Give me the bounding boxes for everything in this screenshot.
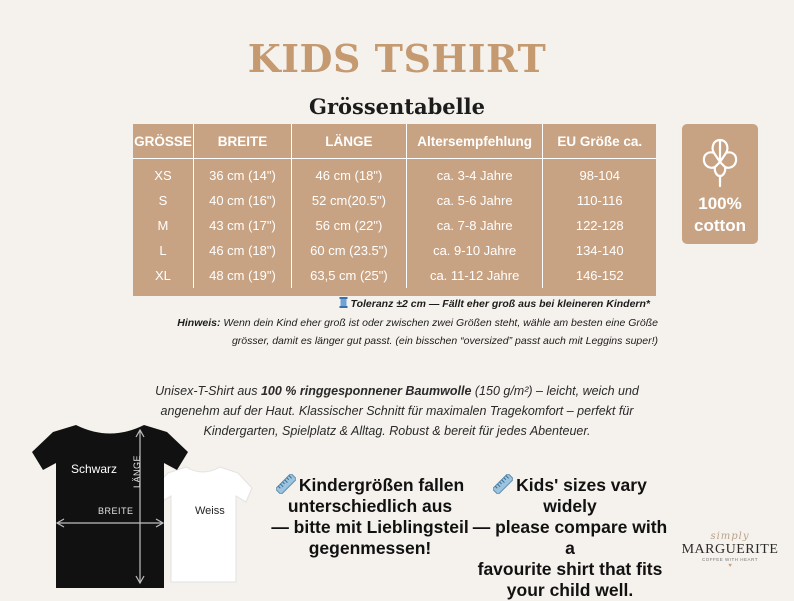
table-cell: 40 cm (16") bbox=[193, 188, 291, 213]
description-bold: 100 % ringgesponnener Baumwolle bbox=[260, 384, 472, 398]
table-cell: XS bbox=[133, 159, 193, 189]
tshirt-illustration bbox=[28, 420, 258, 600]
note-de-line: gegenmessen! bbox=[308, 538, 432, 558]
table-row bbox=[133, 238, 656, 263]
note-en-line: — please compare with a bbox=[472, 517, 668, 558]
table-cell: 52 cm(20.5") bbox=[292, 188, 407, 213]
heart-icon: ♥ bbox=[728, 563, 732, 569]
table-cell: 146-152 bbox=[575, 268, 624, 283]
table-row bbox=[133, 159, 656, 189]
table-header-row bbox=[133, 124, 656, 159]
table-cell: ca. 7-8 Jahre bbox=[406, 213, 543, 238]
table-cell: L bbox=[133, 238, 193, 263]
description-pre: Unisex-T-Shirt aus bbox=[155, 384, 261, 398]
column-header-width: BREITE bbox=[193, 124, 291, 159]
table-cell: 110-116 bbox=[576, 193, 623, 208]
note-german bbox=[265, 474, 475, 559]
note-english bbox=[470, 474, 670, 601]
table-cell: 122-128 bbox=[575, 218, 624, 233]
brand-logo bbox=[675, 532, 785, 570]
logo-tagline: COFFEE WITH HEART bbox=[702, 557, 758, 562]
table-cell: 46 cm (18") bbox=[193, 238, 291, 263]
ruler-icon bbox=[493, 474, 513, 494]
table-cell: 63,5 cm (25") bbox=[292, 263, 407, 288]
black-shirt-label: Schwarz bbox=[71, 462, 118, 476]
table-cell: ca. 9-10 Jahre bbox=[406, 238, 543, 263]
table-row bbox=[133, 213, 656, 238]
table-cell: 43 cm (17") bbox=[193, 213, 291, 238]
table-cell: 56 cm (22") bbox=[292, 213, 407, 238]
description-post: (150 g/m²) – leicht, weich und angenehm auf der Haut. Klassischer Schnitt für maximalen Tragekomfort – perfekt für Kindergarten, Spielplatz & Alltag. Robust & bereit für jedes Abenteuer. bbox=[160, 384, 639, 438]
note-en-line: Kids' sizes vary widely bbox=[470, 474, 670, 517]
tolerance-note bbox=[339, 297, 650, 310]
note-en-line: favourite shirt that fits bbox=[477, 559, 663, 579]
white-shirt-label: Weiss bbox=[195, 505, 225, 517]
note-de-line: unterschiedlich aus bbox=[287, 496, 453, 516]
table-cell: 46 cm (18") bbox=[292, 159, 407, 189]
column-header-size: GRÖSSE bbox=[133, 124, 193, 159]
note-en-line: your child well. bbox=[506, 580, 634, 600]
column-header-eu-size: EU Größe ca. bbox=[543, 124, 656, 159]
note-de-line: — bitte mit Lieblingsteil bbox=[271, 517, 469, 537]
cotton-flower-icon bbox=[699, 132, 741, 195]
logo-script: simply bbox=[710, 531, 750, 542]
hint-note bbox=[172, 314, 658, 350]
size-chart-heading: Grössentabelle bbox=[309, 94, 485, 119]
cotton-badge bbox=[682, 124, 758, 244]
table-row bbox=[133, 263, 656, 288]
badge-line-1: 100% bbox=[698, 194, 742, 213]
logo-name: MARGUERITE bbox=[681, 542, 779, 557]
table-cell: 60 cm (23.5") bbox=[292, 238, 407, 263]
table-cell: ca. 5-6 Jahre bbox=[406, 188, 543, 213]
table-cell: M bbox=[133, 213, 193, 238]
note-de-line: Kindergrößen fallen bbox=[265, 474, 475, 496]
length-label: LÄNGE bbox=[132, 454, 142, 488]
tolerance-text: Toleranz ±2 cm — Fällt eher groß aus bei kleineren Kindern* bbox=[350, 298, 650, 310]
table-cell: S bbox=[133, 188, 193, 213]
table-cell: ca. 3-4 Jahre bbox=[406, 159, 543, 189]
hint-text: Wenn dein Kind eher groß ist oder zwischen zwei Größen steht, wähle am besten eine Größe grösser, damit es länger gut passt. (ein bisschen “oversized” passt auch mit Leggins super!) bbox=[223, 317, 658, 347]
table-cell: 134-140 bbox=[575, 243, 624, 258]
table-cell: 98-104 bbox=[579, 168, 620, 183]
size-table bbox=[133, 124, 656, 296]
table-cell: 48 cm (19") bbox=[193, 263, 291, 288]
column-header-age: Altersempfehlung bbox=[406, 124, 543, 159]
table-cell: ca. 11-12 Jahre bbox=[406, 263, 543, 288]
table-row bbox=[133, 188, 656, 213]
table-cell: 36 cm (14") bbox=[193, 159, 291, 189]
width-label: BREITE bbox=[98, 506, 134, 516]
column-header-length: LÄNGE bbox=[292, 124, 407, 159]
badge-line-2: cotton bbox=[694, 216, 746, 235]
hint-label: Hinweis: bbox=[177, 317, 221, 329]
table-cell: XL bbox=[133, 263, 193, 288]
page-title: KIDS TSHIRT bbox=[247, 36, 547, 81]
ruler-icon bbox=[276, 474, 296, 494]
spool-icon bbox=[339, 297, 348, 308]
